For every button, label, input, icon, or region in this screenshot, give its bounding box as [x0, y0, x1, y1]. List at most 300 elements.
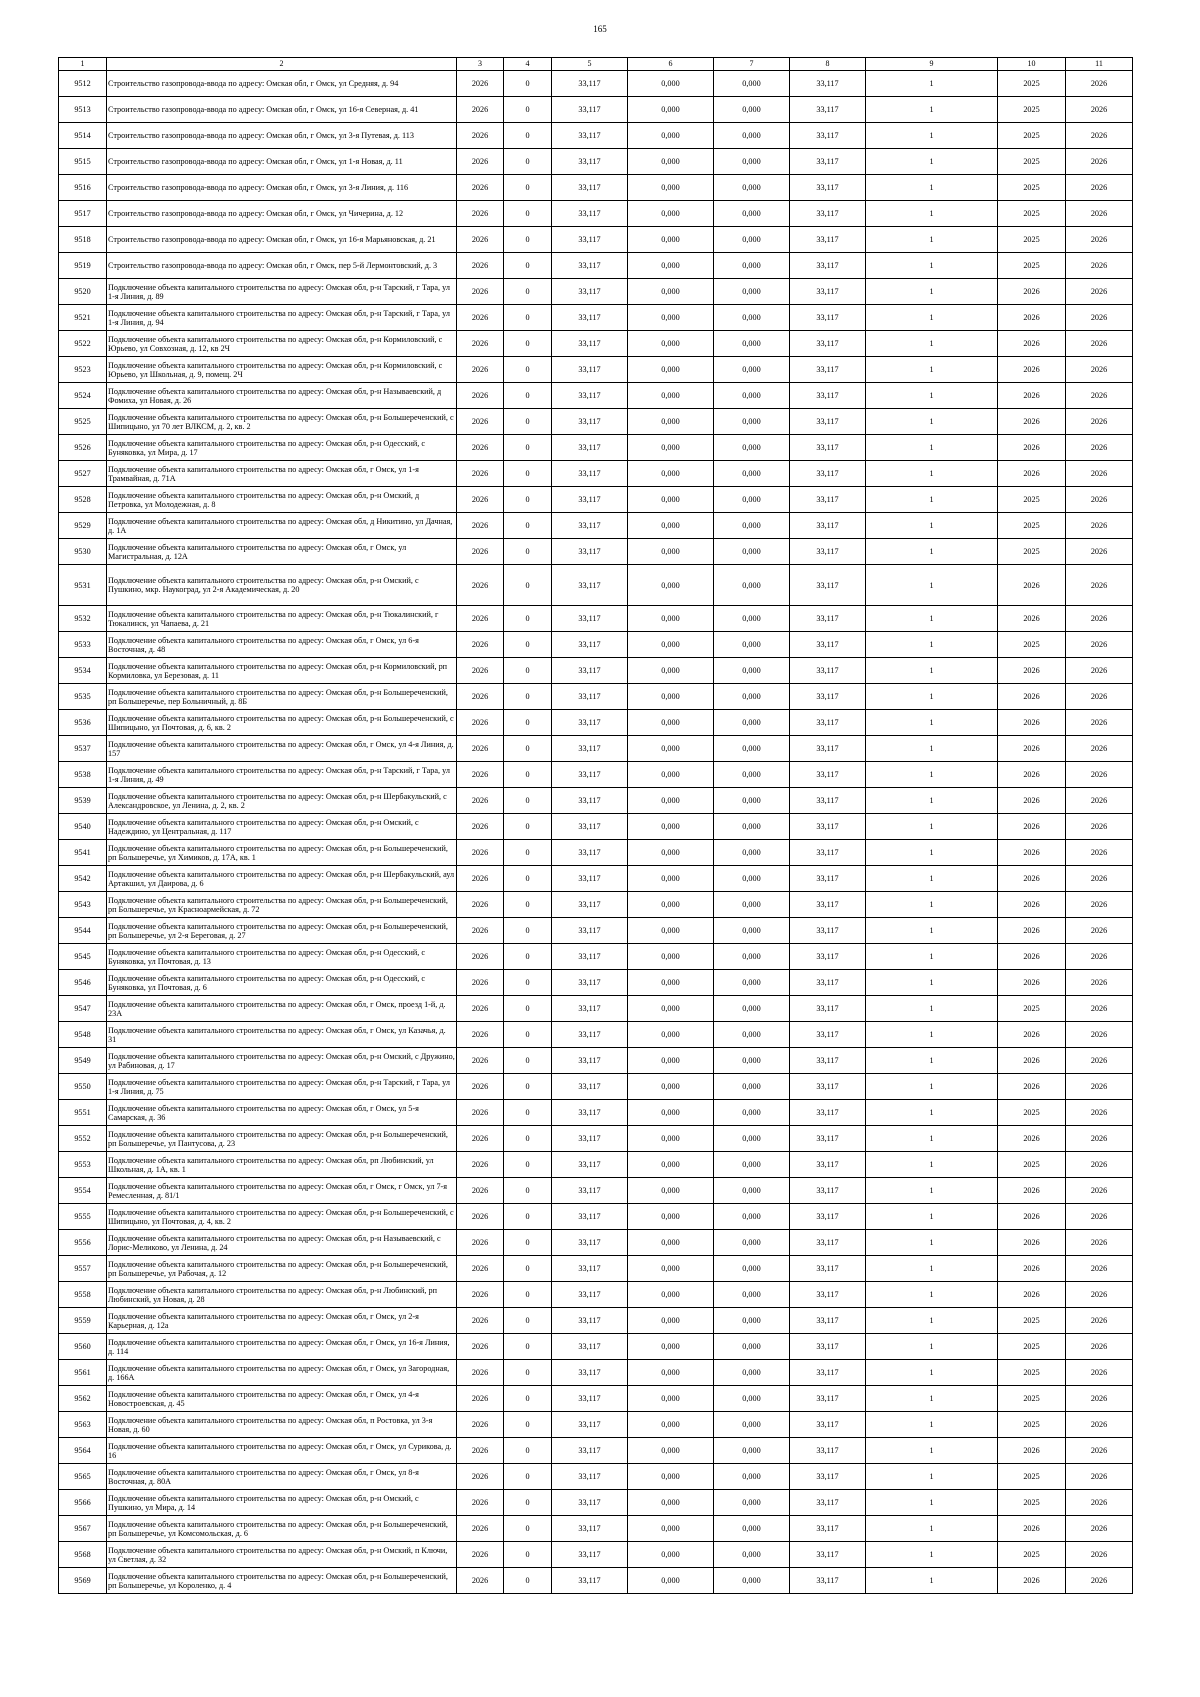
object-name: Подключение объекта капитального строительства по адресу: Омская обл, п Ростовка, ул 3-я Новая, д. 60 [107, 1412, 457, 1438]
cell-col-7: 0,000 [714, 1542, 790, 1568]
cell-col-8: 33,117 [790, 279, 866, 305]
cell-col-8: 33,117 [790, 71, 866, 97]
cell-col-6: 0,000 [628, 710, 714, 736]
cell-col-5: 33,117 [552, 435, 628, 461]
cell-col-9: 1 [866, 1412, 998, 1438]
cell-col-8: 33,117 [790, 149, 866, 175]
cell-col-9: 1 [866, 1308, 998, 1334]
cell-col-5: 33,117 [552, 944, 628, 970]
object-name: Подключение объекта капитального строительства по адресу: Омская обл, г Омск, ул 16-я Линия, д. 114 [107, 1334, 457, 1360]
cell-col-4: 0 [504, 1542, 552, 1568]
cell-col-11: 2026 [1066, 227, 1133, 253]
cell-col-8: 33,117 [790, 331, 866, 357]
cell-col-10: 2025 [998, 149, 1066, 175]
cell-col-10: 2025 [998, 996, 1066, 1022]
row-number: 9525 [59, 409, 107, 435]
cell-col-9: 1 [866, 331, 998, 357]
table-row [59, 565, 1133, 606]
row-number: 9559 [59, 1308, 107, 1334]
cell-col-8: 33,117 [790, 201, 866, 227]
cell-col-4: 0 [504, 684, 552, 710]
cell-col-8: 33,117 [790, 1438, 866, 1464]
row-number: 9513 [59, 97, 107, 123]
cell-col-4: 0 [504, 1152, 552, 1178]
cell-col-4: 0 [504, 331, 552, 357]
cell-col-10: 2025 [998, 1360, 1066, 1386]
cell-col-5: 33,117 [552, 996, 628, 1022]
object-name: Подключение объекта капитального строительства по адресу: Омская обл, р-н Кормиловский, с Юрьево, ул Совхозная, д. 12, кв 2Ч [107, 331, 457, 357]
cell-col-9: 1 [866, 736, 998, 762]
cell-col-7: 0,000 [714, 1490, 790, 1516]
cell-col-4: 0 [504, 253, 552, 279]
cell-col-4: 0 [504, 1334, 552, 1360]
table-row [59, 357, 1133, 383]
column-header: 7 [714, 58, 790, 71]
cell-col-9: 1 [866, 71, 998, 97]
cell-col-4: 0 [504, 736, 552, 762]
row-number: 9545 [59, 944, 107, 970]
cell-col-4: 0 [504, 1282, 552, 1308]
cell-col-5: 33,117 [552, 1386, 628, 1412]
cell-col-5: 33,117 [552, 1178, 628, 1204]
cell-col-3: 2026 [457, 1360, 504, 1386]
object-name: Подключение объекта капитального строительства по адресу: Омская обл, г Омск, ул 4-я Линия, д. 157 [107, 736, 457, 762]
object-name: Подключение объекта капитального строительства по адресу: Омская обл, р-н Тарский, г Тара, ул 1-я Линия, д. 94 [107, 305, 457, 331]
cell-col-9: 1 [866, 1178, 998, 1204]
cell-col-7: 0,000 [714, 710, 790, 736]
cell-col-3: 2026 [457, 227, 504, 253]
row-number: 9526 [59, 435, 107, 461]
cell-col-9: 1 [866, 487, 998, 513]
row-number: 9531 [59, 565, 107, 606]
cell-col-9: 1 [866, 788, 998, 814]
cell-col-9: 1 [866, 461, 998, 487]
cell-col-8: 33,117 [790, 736, 866, 762]
cell-col-3: 2026 [457, 606, 504, 632]
row-number: 9551 [59, 1100, 107, 1126]
cell-col-5: 33,117 [552, 918, 628, 944]
cell-col-9: 1 [866, 814, 998, 840]
object-name: Подключение объекта капитального строительства по адресу: Омская обл, р-н Большереченский, рп Большеречье, ул Короленко, д. 4 [107, 1568, 457, 1594]
row-number: 9515 [59, 149, 107, 175]
cell-col-3: 2026 [457, 1282, 504, 1308]
row-number: 9549 [59, 1048, 107, 1074]
cell-col-11: 2026 [1066, 357, 1133, 383]
cell-col-7: 0,000 [714, 918, 790, 944]
cell-col-6: 0,000 [628, 175, 714, 201]
column-header: 1 [59, 58, 107, 71]
cell-col-10: 2026 [998, 606, 1066, 632]
row-number: 9567 [59, 1516, 107, 1542]
table-row [59, 1412, 1133, 1438]
object-name: Строительство газопровода-ввода по адресу: Омская обл, г Омск, ул 16-я Марьяновская, д. 21 [107, 227, 457, 253]
cell-col-6: 0,000 [628, 970, 714, 996]
cell-col-4: 0 [504, 409, 552, 435]
cell-col-9: 1 [866, 149, 998, 175]
cell-col-8: 33,117 [790, 1308, 866, 1334]
cell-col-9: 1 [866, 435, 998, 461]
object-name: Подключение объекта капитального строительства по адресу: Омская обл, р-н Омский, с Пушкино, ул Мира, д. 14 [107, 1490, 457, 1516]
cell-col-7: 0,000 [714, 149, 790, 175]
cell-col-10: 2025 [998, 539, 1066, 565]
cell-col-4: 0 [504, 1412, 552, 1438]
row-number: 9542 [59, 866, 107, 892]
cell-col-6: 0,000 [628, 227, 714, 253]
cell-col-3: 2026 [457, 1334, 504, 1360]
cell-col-8: 33,117 [790, 305, 866, 331]
table-row [59, 1334, 1133, 1360]
row-number: 9520 [59, 279, 107, 305]
cell-col-9: 1 [866, 1152, 998, 1178]
cell-col-8: 33,117 [790, 944, 866, 970]
cell-col-11: 2026 [1066, 175, 1133, 201]
cell-col-9: 1 [866, 970, 998, 996]
cell-col-6: 0,000 [628, 1516, 714, 1542]
cell-col-8: 33,117 [790, 253, 866, 279]
cell-col-10: 2026 [998, 1126, 1066, 1152]
cell-col-5: 33,117 [552, 175, 628, 201]
table-row [59, 305, 1133, 331]
row-number: 9543 [59, 892, 107, 918]
cell-col-8: 33,117 [790, 461, 866, 487]
cell-col-10: 2026 [998, 1022, 1066, 1048]
cell-col-9: 1 [866, 97, 998, 123]
cell-col-5: 33,117 [552, 1204, 628, 1230]
cell-col-5: 33,117 [552, 331, 628, 357]
cell-col-7: 0,000 [714, 1568, 790, 1594]
cell-col-6: 0,000 [628, 331, 714, 357]
object-name: Подключение объекта капитального строительства по адресу: Омская обл, р-н Тарский, г Тара, ул 1-я Линия, д. 89 [107, 279, 457, 305]
cell-col-6: 0,000 [628, 1438, 714, 1464]
cell-col-3: 2026 [457, 279, 504, 305]
cell-col-10: 2026 [998, 710, 1066, 736]
cell-col-7: 0,000 [714, 71, 790, 97]
cell-col-7: 0,000 [714, 227, 790, 253]
cell-col-7: 0,000 [714, 684, 790, 710]
cell-col-6: 0,000 [628, 1152, 714, 1178]
cell-col-4: 0 [504, 357, 552, 383]
object-name: Строительство газопровода-ввода по адресу: Омская обл, г Омск, ул 1-я Новая, д. 11 [107, 149, 457, 175]
cell-col-11: 2026 [1066, 892, 1133, 918]
cell-col-6: 0,000 [628, 71, 714, 97]
cell-col-5: 33,117 [552, 383, 628, 409]
cell-col-9: 1 [866, 840, 998, 866]
cell-col-4: 0 [504, 918, 552, 944]
cell-col-4: 0 [504, 1490, 552, 1516]
cell-col-10: 2026 [998, 1516, 1066, 1542]
row-number: 9524 [59, 383, 107, 409]
table-row [59, 1204, 1133, 1230]
cell-col-6: 0,000 [628, 1256, 714, 1282]
cell-col-10: 2025 [998, 175, 1066, 201]
row-number: 9558 [59, 1282, 107, 1308]
table-row [59, 658, 1133, 684]
table-row [59, 487, 1133, 513]
row-number: 9516 [59, 175, 107, 201]
cell-col-3: 2026 [457, 1386, 504, 1412]
cell-col-3: 2026 [457, 175, 504, 201]
cell-col-10: 2026 [998, 279, 1066, 305]
cell-col-3: 2026 [457, 762, 504, 788]
cell-col-11: 2026 [1066, 1282, 1133, 1308]
cell-col-3: 2026 [457, 1178, 504, 1204]
cell-col-7: 0,000 [714, 1360, 790, 1386]
cell-col-7: 0,000 [714, 1308, 790, 1334]
cell-col-6: 0,000 [628, 918, 714, 944]
cell-col-3: 2026 [457, 1022, 504, 1048]
cell-col-6: 0,000 [628, 383, 714, 409]
object-name: Подключение объекта капитального строительства по адресу: Омская обл, р-н Большереченский, рп Большеречье, ул 2-я Береговая, д. 27 [107, 918, 457, 944]
cell-col-4: 0 [504, 606, 552, 632]
cell-col-5: 33,117 [552, 149, 628, 175]
cell-col-6: 0,000 [628, 1308, 714, 1334]
row-number: 9528 [59, 487, 107, 513]
table-row [59, 710, 1133, 736]
column-header: 6 [628, 58, 714, 71]
cell-col-3: 2026 [457, 658, 504, 684]
object-name: Подключение объекта капитального строительства по адресу: Омская обл, р-н Кормиловский, с Юрьево, ул Школьная, д. 9, помещ. 2Ч [107, 357, 457, 383]
column-header: 10 [998, 58, 1066, 71]
cell-col-7: 0,000 [714, 331, 790, 357]
object-name: Подключение объекта капитального строительства по адресу: Омская обл, р-н Омский, с Надеждино, ул Центральная, д. 117 [107, 814, 457, 840]
cell-col-10: 2026 [998, 918, 1066, 944]
cell-col-10: 2025 [998, 513, 1066, 539]
cell-col-9: 1 [866, 944, 998, 970]
cell-col-7: 0,000 [714, 1386, 790, 1412]
cell-col-7: 0,000 [714, 762, 790, 788]
cell-col-11: 2026 [1066, 736, 1133, 762]
cell-col-10: 2025 [998, 1152, 1066, 1178]
cell-col-8: 33,117 [790, 383, 866, 409]
cell-col-8: 33,117 [790, 918, 866, 944]
cell-col-4: 0 [504, 71, 552, 97]
cell-col-10: 2025 [998, 1100, 1066, 1126]
cell-col-4: 0 [504, 149, 552, 175]
cell-col-4: 0 [504, 1464, 552, 1490]
cell-col-10: 2026 [998, 1074, 1066, 1100]
cell-col-11: 2026 [1066, 1100, 1133, 1126]
cell-col-3: 2026 [457, 539, 504, 565]
cell-col-6: 0,000 [628, 201, 714, 227]
cell-col-7: 0,000 [714, 487, 790, 513]
cell-col-3: 2026 [457, 97, 504, 123]
cell-col-5: 33,117 [552, 201, 628, 227]
cell-col-3: 2026 [457, 409, 504, 435]
cell-col-5: 33,117 [552, 1152, 628, 1178]
cell-col-9: 1 [866, 762, 998, 788]
cell-col-3: 2026 [457, 435, 504, 461]
row-number: 9569 [59, 1568, 107, 1594]
cell-col-8: 33,117 [790, 1360, 866, 1386]
object-name: Подключение объекта капитального строительства по адресу: Омская обл, г Омск, ул Казачья, д. 31 [107, 1022, 457, 1048]
cell-col-8: 33,117 [790, 814, 866, 840]
table-row [59, 201, 1133, 227]
cell-col-10: 2026 [998, 1204, 1066, 1230]
table-row [59, 892, 1133, 918]
cell-col-5: 33,117 [552, 357, 628, 383]
cell-col-6: 0,000 [628, 892, 714, 918]
cell-col-11: 2026 [1066, 331, 1133, 357]
cell-col-7: 0,000 [714, 970, 790, 996]
cell-col-11: 2026 [1066, 814, 1133, 840]
cell-col-10: 2025 [998, 1490, 1066, 1516]
object-name: Подключение объекта капитального строительства по адресу: Омская обл, р-н Омский, с Пушкино, мкр. Наукоград, ул 2-я Академическая, д. 20 [107, 565, 457, 606]
cell-col-6: 0,000 [628, 461, 714, 487]
table-row [59, 1022, 1133, 1048]
cell-col-5: 33,117 [552, 1022, 628, 1048]
cell-col-9: 1 [866, 892, 998, 918]
cell-col-8: 33,117 [790, 996, 866, 1022]
cell-col-5: 33,117 [552, 1126, 628, 1152]
cell-col-8: 33,117 [790, 1100, 866, 1126]
cell-col-7: 0,000 [714, 996, 790, 1022]
cell-col-4: 0 [504, 1256, 552, 1282]
cell-col-10: 2025 [998, 201, 1066, 227]
table-row [59, 175, 1133, 201]
cell-col-7: 0,000 [714, 658, 790, 684]
cell-col-6: 0,000 [628, 149, 714, 175]
row-number: 9512 [59, 71, 107, 97]
object-name: Подключение объекта капитального строительства по адресу: Омская обл, р-н Большереченский, с Шипицыно, ул 70 лет ВЛКСМ, д. 2, кв. 2 [107, 409, 457, 435]
cell-col-6: 0,000 [628, 253, 714, 279]
cell-col-11: 2026 [1066, 840, 1133, 866]
cell-col-6: 0,000 [628, 866, 714, 892]
cell-col-10: 2026 [998, 736, 1066, 762]
cell-col-6: 0,000 [628, 1100, 714, 1126]
cell-col-9: 1 [866, 1464, 998, 1490]
cell-col-11: 2026 [1066, 97, 1133, 123]
cell-col-11: 2026 [1066, 944, 1133, 970]
cell-col-4: 0 [504, 435, 552, 461]
cell-col-11: 2026 [1066, 1568, 1133, 1594]
row-number: 9557 [59, 1256, 107, 1282]
cell-col-3: 2026 [457, 632, 504, 658]
cell-col-5: 33,117 [552, 1334, 628, 1360]
cell-col-5: 33,117 [552, 1568, 628, 1594]
column-header: 3 [457, 58, 504, 71]
cell-col-6: 0,000 [628, 1282, 714, 1308]
object-name: Строительство газопровода-ввода по адресу: Омская обл, г Омск, ул 3-я Путевая, д. 113 [107, 123, 457, 149]
cell-col-11: 2026 [1066, 1152, 1133, 1178]
cell-col-7: 0,000 [714, 788, 790, 814]
cell-col-5: 33,117 [552, 736, 628, 762]
object-name: Строительство газопровода-ввода по адресу: Омская обл, г Омск, ул Средняя, д. 94 [107, 71, 457, 97]
cell-col-8: 33,117 [790, 357, 866, 383]
cell-col-9: 1 [866, 1334, 998, 1360]
cell-col-8: 33,117 [790, 1464, 866, 1490]
cell-col-3: 2026 [457, 461, 504, 487]
cell-col-5: 33,117 [552, 840, 628, 866]
table-row [59, 461, 1133, 487]
cell-col-6: 0,000 [628, 357, 714, 383]
object-name: Подключение объекта капитального строительства по адресу: Омская обл, г Омск, ул Магистральная, д. 12А [107, 539, 457, 565]
cell-col-9: 1 [866, 1386, 998, 1412]
cell-col-4: 0 [504, 1126, 552, 1152]
cell-col-5: 33,117 [552, 513, 628, 539]
row-number: 9564 [59, 1438, 107, 1464]
cell-col-10: 2026 [998, 565, 1066, 606]
object-name: Подключение объекта капитального строительства по адресу: Омская обл, д Никитино, ул Дачная, д. 1А [107, 513, 457, 539]
cell-col-7: 0,000 [714, 461, 790, 487]
cell-col-10: 2026 [998, 658, 1066, 684]
cell-col-3: 2026 [457, 513, 504, 539]
cell-col-11: 2026 [1066, 866, 1133, 892]
cell-col-10: 2026 [998, 1230, 1066, 1256]
cell-col-11: 2026 [1066, 710, 1133, 736]
table-row [59, 918, 1133, 944]
cell-col-11: 2026 [1066, 1438, 1133, 1464]
cell-col-9: 1 [866, 866, 998, 892]
cell-col-6: 0,000 [628, 409, 714, 435]
cell-col-5: 33,117 [552, 1308, 628, 1334]
cell-col-7: 0,000 [714, 565, 790, 606]
table-row [59, 1230, 1133, 1256]
cell-col-10: 2025 [998, 1412, 1066, 1438]
cell-col-7: 0,000 [714, 1256, 790, 1282]
cell-col-4: 0 [504, 513, 552, 539]
cell-col-11: 2026 [1066, 279, 1133, 305]
object-name: Подключение объекта капитального строительства по адресу: Омская обл, р-н Тарский, г Тара, ул 1-я Линия, д. 49 [107, 762, 457, 788]
cell-col-8: 33,117 [790, 1282, 866, 1308]
column-header: 2 [107, 58, 457, 71]
cell-col-7: 0,000 [714, 1126, 790, 1152]
cell-col-4: 0 [504, 1568, 552, 1594]
cell-col-10: 2025 [998, 1386, 1066, 1412]
cell-col-11: 2026 [1066, 1386, 1133, 1412]
cell-col-4: 0 [504, 1360, 552, 1386]
cell-col-3: 2026 [457, 253, 504, 279]
cell-col-10: 2025 [998, 1308, 1066, 1334]
row-number: 9518 [59, 227, 107, 253]
cell-col-5: 33,117 [552, 1412, 628, 1438]
cell-col-10: 2026 [998, 357, 1066, 383]
cell-col-10: 2025 [998, 253, 1066, 279]
cell-col-11: 2026 [1066, 1074, 1133, 1100]
table-row [59, 279, 1133, 305]
cell-col-8: 33,117 [790, 1490, 866, 1516]
cell-col-10: 2026 [998, 383, 1066, 409]
column-header: 5 [552, 58, 628, 71]
column-header: 4 [504, 58, 552, 71]
cell-col-11: 2026 [1066, 1256, 1133, 1282]
table-row [59, 996, 1133, 1022]
cell-col-11: 2026 [1066, 1464, 1133, 1490]
table-row [59, 1386, 1133, 1412]
cell-col-4: 0 [504, 866, 552, 892]
cell-col-6: 0,000 [628, 1490, 714, 1516]
cell-col-3: 2026 [457, 1048, 504, 1074]
object-name: Подключение объекта капитального строительства по адресу: Омская обл, г Омск, ул 6-я Восточная, д. 48 [107, 632, 457, 658]
cell-col-3: 2026 [457, 944, 504, 970]
cell-col-4: 0 [504, 840, 552, 866]
table-row [59, 383, 1133, 409]
cell-col-3: 2026 [457, 736, 504, 762]
cell-col-4: 0 [504, 1386, 552, 1412]
cell-col-3: 2026 [457, 1516, 504, 1542]
cell-col-9: 1 [866, 1438, 998, 1464]
cell-col-6: 0,000 [628, 305, 714, 331]
table-row [59, 814, 1133, 840]
cell-col-6: 0,000 [628, 565, 714, 606]
cell-col-5: 33,117 [552, 1490, 628, 1516]
cell-col-7: 0,000 [714, 1204, 790, 1230]
cell-col-3: 2026 [457, 1126, 504, 1152]
row-number: 9563 [59, 1412, 107, 1438]
cell-col-7: 0,000 [714, 305, 790, 331]
cell-col-11: 2026 [1066, 71, 1133, 97]
object-name: Подключение объекта капитального строительства по адресу: Омская обл, р-н Большереченский, рп Большеречье, ул Красноармейская, д. 72 [107, 892, 457, 918]
cell-col-10: 2025 [998, 227, 1066, 253]
